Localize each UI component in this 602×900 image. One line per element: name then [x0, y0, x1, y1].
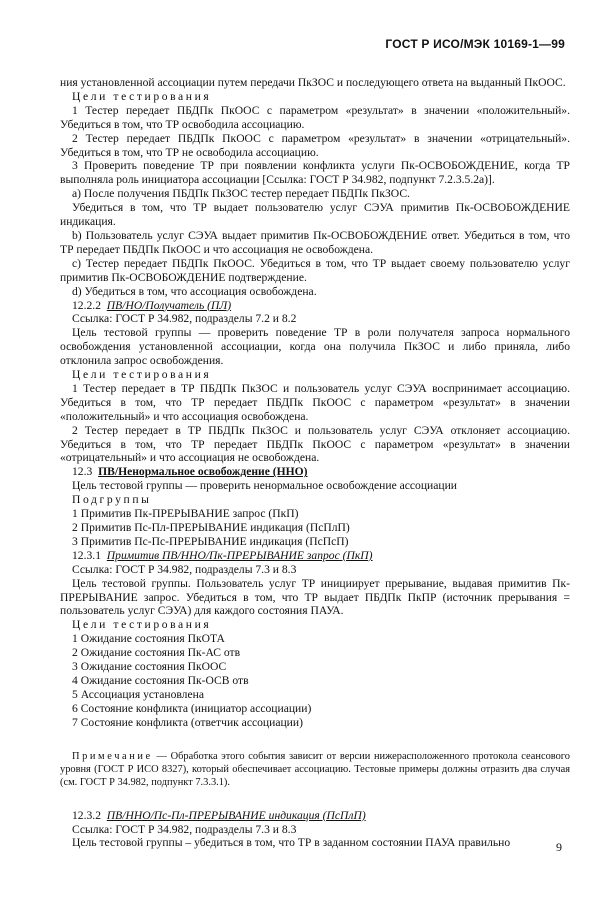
section-reference: Ссылка: ГОСТ Р 34.982, подразделы 7.3 и 8.3	[72, 822, 297, 836]
section-purpose: Цель тестовой группы — проверить поведение ТР в роли получателя запроса нормального освобождения установленной ассоциации, когда она получила ПкЗОС и либо приняла, либо отклонила запрос освобождения.	[60, 326, 570, 368]
goal-item: 4 Ожидание состояния Пк-ОСВ отв	[72, 673, 249, 687]
subgroup-item: 2 Примитив Пс-Пл-ПРЕРЫВАНИЕ индикация (ПсПлП)	[72, 521, 350, 534]
section-heading-12-2-2	[60, 299, 570, 313]
section-heading-12-3-1	[60, 549, 570, 563]
goal-1-3a: a) После получения ПБДПк ПкЗОС тестер передает ПБДПк ПкЗОС.	[72, 187, 410, 201]
goal-1-2: 2 Тестер передает ПБДПк ПкООС с параметром «результат» в значении «отрицательный». Убедиться в том, что ТР не освободила ассоциацию.	[60, 131, 570, 159]
page-number: 9	[556, 840, 562, 854]
goal-1-3a-check: Убедиться в том, что ТР выдает пользователю услуг СЭУА примитив Пк-ОСВОБОЖДЕНИЕ индикация.	[60, 201, 570, 229]
goal-item: 2 Ожидание состояния Пк-АС отв	[72, 646, 241, 660]
goal-1-3: 3 Проверить поведение ТР при появлении конфликта услуги Пк-ОСВОБОЖДЕНИЕ, когда ТР выполняла роль инициатора ассоциации [Ссылка: ГОСТ Р 34.982, подпункт 7.2.3.5.2а)].	[60, 159, 570, 187]
subgroup-item: 1 Примитив Пк-ПРЕРЫВАНИЕ запрос (ПкП)	[72, 507, 299, 521]
test-goals-heading-2: Цели тестирования	[72, 368, 212, 382]
section-reference: Ссылка: ГОСТ Р 34.982, подразделы 7.2 и 8.2	[72, 312, 297, 326]
goal-item: 1 Ожидание состояния ПкОТА	[72, 632, 225, 646]
test-goals-heading-1: Цели тестирования	[72, 89, 212, 103]
section-title: Примитив ПВ/ННО/Пк-ПРЕРЫВАНИЕ запрос (ПкП)	[106, 548, 373, 562]
goal-1-3b: b) Пользователь услуг СЭУА выдает примитив Пк-ОСВОБОЖДЕНИЕ ответ. Убедиться в том, что ТР передает ПБДПк ПкООС и что ассоциация не освобождена.	[60, 228, 570, 256]
page-body	[60, 76, 570, 850]
section-title: ПВ/Ненормальное освобождение (ННО)	[98, 465, 308, 479]
section-number: 12.2.2	[72, 298, 101, 312]
goal-1-3d: d) Убедиться в том, что ассоциация освобождена.	[72, 284, 317, 298]
goal-2-1: 1 Тестер передает в ТР ПБДПк ПкЗОС и пользователь услуг СЭУА воспринимает ассоциацию. Убедиться в том, что ТР передает ПБДПк ПкООС с параметром «результат» в значении «положительный» и что ассоциация освобождена.	[60, 381, 570, 423]
goal-item: 3 Ожидание состояния ПкООС	[72, 660, 227, 674]
subgroups-heading: Подгруппы	[72, 493, 152, 507]
goal-item: 5 Ассоциация установлена	[72, 687, 204, 701]
section-purpose: Цель тестовой группы – убедиться в том, что ТР в заданном состоянии ПАУА правильно	[72, 836, 511, 850]
note-label: Примечание	[72, 750, 153, 762]
goal-1-3c: c) Тестер передает ПБДПк ПкООС. Убедиться в том, что ТР выдает своему пользователю услуг примитив Пк-ОСВОБОЖДЕНИЕ подтверждение.	[60, 256, 570, 284]
section-number: 12.3.1	[72, 548, 101, 562]
section-number: 12.3.2	[72, 808, 101, 822]
section-number: 12.3	[72, 465, 93, 479]
goal-item: 7 Состояние конфликта (ответчик ассоциации)	[72, 715, 303, 729]
section-purpose: Цель тестовой группы. Пользователь услуг ТР инициирует прерывание, выдавая примитив Пк-ПРЕРЫВАНИЕ запрос. Убедиться в том, что ТР выдает ПБДПк ПкПР (источник прерывания = пользователь услуг СЭУА) для каждого состояния ПАУА.	[60, 576, 570, 618]
goal-item: 6 Состояние конфликта (инициатор ассоциации)	[72, 701, 312, 715]
document-header: ГОСТ Р ИСО/МЭК 10169-1—99	[385, 37, 565, 51]
section-reference: Ссылка: ГОСТ Р 34.982, подразделы 7.3 и 8.3	[72, 562, 297, 576]
section-heading-12-3-2	[60, 809, 570, 823]
test-goals-heading-3: Цели тестирования	[72, 618, 212, 632]
section-purpose: Цель тестовой группы — проверить ненормальное освобождение ассоциации	[72, 479, 458, 493]
section-title: ПВ/ННО/Пс-Пл-ПРЕРЫВАНИЕ индикация (ПсПлП)	[106, 808, 366, 822]
intro-paragraph: ния установленной ассоциации путем передачи ПкЗОС и последующего ответа на выданный ПкООС.	[60, 76, 566, 89]
note-paragraph	[60, 750, 570, 789]
section-heading-12-3	[60, 465, 570, 479]
note-text: — Обработка этого события зависит от версии нижерасположенного протокола сеансового уровня (ГОСТ Р ИСО 8327), который обеспечивает ассоциацию. Тестовые примеры должны отразить два случая (см. ГОСТ Р 34.982, подпункт 7.3.3.1).	[60, 750, 570, 788]
goal-2-2: 2 Тестер передает в ТР ПБДПк ПкЗОС и пользователь услуг СЭУА отклоняет ассоциацию. Убедиться в том, что ТР передает ПБДПк ПкООС с параметром «результат» в значении «отрицательный» и что ассоциация не освобождена.	[60, 423, 570, 465]
subgroup-item: 3 Примитив Пс-Пс-ПРЕРЫВАНИЕ индикация (ПсПсП)	[72, 534, 349, 548]
goal-1-1: 1 Тестер передает ПБДПк ПкООС с параметром «результат» в значении «положительный». Убедиться в том, что ТР освободила ассоциацию.	[60, 103, 570, 131]
section-title: ПВ/НО/Получатель (ПЛ)	[106, 298, 232, 312]
